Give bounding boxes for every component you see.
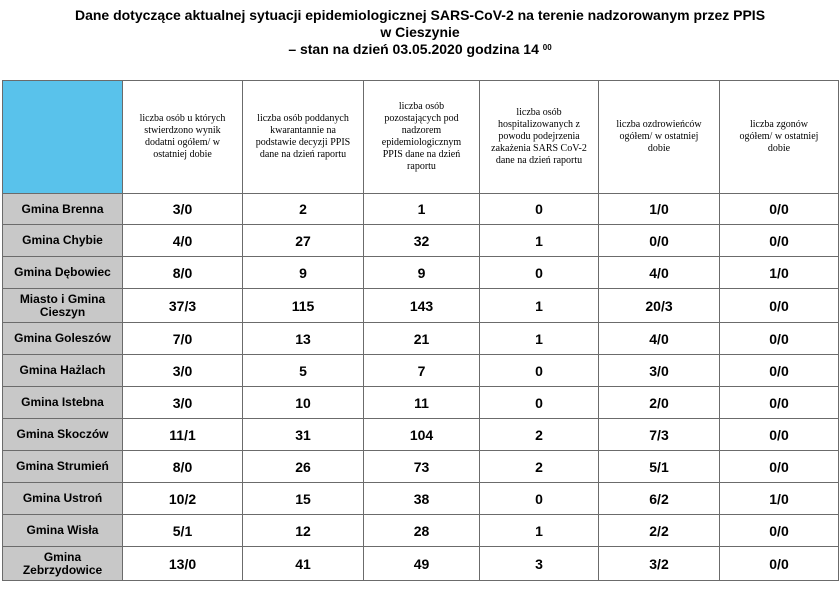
cell-hospitalized xyxy=(480,355,599,387)
cell-value: 27 xyxy=(295,232,311,249)
cell-recovered xyxy=(599,547,720,581)
cell-surveillance xyxy=(364,387,480,419)
cell-value: 2 xyxy=(299,201,307,217)
cell-surveillance xyxy=(364,225,480,257)
cell-surveillance xyxy=(364,355,480,387)
cell-confirmed xyxy=(123,289,243,323)
cell-quarantine xyxy=(243,515,364,547)
cell-surveillance xyxy=(364,515,480,547)
cell-value: 0 xyxy=(535,201,543,217)
cell-deaths xyxy=(720,451,839,483)
cell-quarantine xyxy=(243,547,364,581)
cell-value: 6/2 xyxy=(649,490,669,507)
municipality-name: Gmina Hażlach xyxy=(3,355,123,387)
cell-value: 12 xyxy=(295,522,311,539)
cell-value: 5/1 xyxy=(172,522,193,539)
cell-deaths xyxy=(720,515,839,547)
cell-quarantine xyxy=(243,194,364,225)
header-recovered: liczba ozdrowieńców ogółem/ w ostatniej dobie xyxy=(599,81,720,194)
table-row xyxy=(3,355,839,387)
table-row xyxy=(3,515,839,547)
cell-deaths xyxy=(720,355,839,387)
cell-confirmed xyxy=(123,387,243,419)
cell-value: 26 xyxy=(295,458,311,475)
cell-value: 13/0 xyxy=(168,555,197,572)
cell-value: 31 xyxy=(295,426,311,443)
cell-value: 1/0 xyxy=(769,490,789,507)
table-row xyxy=(3,194,839,225)
cell-value: 11/1 xyxy=(169,426,196,443)
cell-value: 0/0 xyxy=(769,522,789,539)
cell-value: 28 xyxy=(413,522,430,539)
table-row xyxy=(3,451,839,483)
cell-surveillance xyxy=(364,289,480,323)
cell-hospitalized xyxy=(480,387,599,419)
cell-deaths xyxy=(720,194,839,225)
epidemiological-table xyxy=(2,80,839,581)
cell-surveillance xyxy=(364,483,480,515)
table-row xyxy=(3,257,839,289)
cell-surveillance xyxy=(364,547,480,581)
title-line-1: Dane dotyczące aktualnej sytuacji epidemiologicznej SARS-CoV-2 na terenie nadzorowanym przez PPIS xyxy=(74,7,766,23)
header-quarantine: liczba osób poddanych kwarantannie na podstawie decyzji PPIS dane na dzień raportu xyxy=(243,81,364,194)
cell-value: 11 xyxy=(414,394,429,411)
cell-value: 1/0 xyxy=(769,264,789,281)
cell-recovered xyxy=(599,194,720,225)
cell-value: 0 xyxy=(535,394,543,411)
cell-hospitalized xyxy=(480,225,599,257)
cell-value: 2 xyxy=(535,426,543,443)
cell-value: 10 xyxy=(295,394,311,411)
cell-quarantine xyxy=(243,355,364,387)
cell-value: 32 xyxy=(413,232,430,249)
cell-confirmed xyxy=(123,483,243,515)
cell-value: 0/0 xyxy=(769,555,789,572)
report-title xyxy=(0,0,840,68)
cell-value: 5/1 xyxy=(649,458,669,475)
cell-value: 0 xyxy=(535,490,543,507)
title-line-2: w Cieszynie xyxy=(380,24,460,40)
municipality-name: Gmina Goleszów xyxy=(3,323,123,355)
municipality-name: Gmina Ustroń xyxy=(3,483,123,515)
cell-value: 2 xyxy=(535,458,543,475)
cell-hospitalized xyxy=(480,289,599,323)
cell-value: 3/2 xyxy=(649,555,669,572)
cell-value: 0/0 xyxy=(769,201,789,217)
cell-value: 20/3 xyxy=(645,297,673,314)
cell-value: 3/0 xyxy=(172,201,193,217)
cell-value: 8/0 xyxy=(172,458,193,475)
cell-deaths xyxy=(720,419,839,451)
cell-value: 0/0 xyxy=(769,426,789,443)
header-row xyxy=(3,81,839,194)
cell-recovered xyxy=(599,323,720,355)
cell-value: 1 xyxy=(535,232,543,249)
header-corner-cell xyxy=(3,81,123,194)
table-row xyxy=(3,323,839,355)
cell-value: 7/0 xyxy=(172,330,193,347)
municipality-name: Gmina Brenna xyxy=(3,194,123,225)
cell-confirmed xyxy=(123,257,243,289)
cell-confirmed xyxy=(123,194,243,225)
cell-value: 10/2 xyxy=(168,490,197,507)
cell-recovered xyxy=(599,515,720,547)
header-deaths: liczba zgonów ogółem/ w ostatniej dobie xyxy=(720,81,839,194)
table-row xyxy=(3,483,839,515)
cell-recovered xyxy=(599,419,720,451)
cell-value: 0/0 xyxy=(769,362,789,379)
table-row xyxy=(3,419,839,451)
cell-hospitalized xyxy=(480,419,599,451)
municipality-name: Gmina Strumień xyxy=(3,451,123,483)
title-line-3 xyxy=(0,41,840,58)
cell-value: 9 xyxy=(299,264,307,281)
cell-value: 21 xyxy=(413,330,430,347)
cell-recovered xyxy=(599,289,720,323)
municipality-name: Gmina Skoczów xyxy=(3,419,123,451)
cell-value: 104 xyxy=(409,426,434,443)
table-row xyxy=(3,289,839,323)
municipality-name: Gmina Wisła xyxy=(3,515,123,547)
cell-value: 15 xyxy=(295,490,311,507)
cell-value: 7 xyxy=(417,362,426,379)
municipality-name: Gmina Istebna xyxy=(3,387,123,419)
cell-value: 4/0 xyxy=(172,232,193,249)
cell-quarantine xyxy=(243,387,364,419)
cell-deaths xyxy=(720,257,839,289)
cell-value: 0/0 xyxy=(769,330,789,347)
cell-value: 1/0 xyxy=(649,201,669,217)
cell-hospitalized xyxy=(480,451,599,483)
cell-quarantine xyxy=(243,419,364,451)
cell-value: 3 xyxy=(535,555,543,572)
cell-value: 3/0 xyxy=(649,362,669,379)
cell-value: 1 xyxy=(535,297,543,314)
cell-value: 3/0 xyxy=(172,394,193,411)
header-hospitalized: liczba osób hospitalizowanych z powodu podejrzenia zakażenia SARS CoV-2 dane na dzień raportu xyxy=(480,81,599,194)
table-row xyxy=(3,225,839,257)
municipality-name: Miasto i Gmina Cieszyn xyxy=(3,289,123,323)
municipality-name: Gmina Zebrzydowice xyxy=(3,547,123,581)
cell-recovered xyxy=(599,483,720,515)
cell-recovered xyxy=(599,257,720,289)
cell-confirmed xyxy=(123,451,243,483)
cell-value: 3/0 xyxy=(172,362,193,379)
cell-value: 1 xyxy=(417,201,426,217)
cell-value: 2/0 xyxy=(649,394,669,411)
municipality-name: Gmina Chybie xyxy=(3,225,123,257)
cell-confirmed xyxy=(123,225,243,257)
header-surveillance: liczba osób pozostających pod nadzorem epidemiologicznym PPIS dane na dzień raportu xyxy=(364,81,480,194)
cell-confirmed xyxy=(123,515,243,547)
table-row xyxy=(3,387,839,419)
title-date: – stan na dzień 03.05.2020 godzina 14 xyxy=(288,41,539,57)
cell-value: 0 xyxy=(535,264,543,281)
cell-surveillance xyxy=(364,451,480,483)
title-time-superscript: 00 xyxy=(542,43,552,52)
cell-value: 0/0 xyxy=(769,458,789,475)
table-row xyxy=(3,547,839,581)
cell-value: 37/3 xyxy=(168,297,197,314)
cell-value: 0/0 xyxy=(769,394,789,411)
cell-value: 38 xyxy=(413,490,430,507)
cell-hospitalized xyxy=(480,515,599,547)
cell-recovered xyxy=(599,355,720,387)
cell-value: 41 xyxy=(295,555,311,572)
cell-value: 115 xyxy=(291,297,315,314)
cell-recovered xyxy=(599,451,720,483)
cell-value: 8/0 xyxy=(172,264,193,281)
cell-surveillance xyxy=(364,257,480,289)
cell-value: 1 xyxy=(535,330,543,347)
cell-value: 49 xyxy=(413,555,430,572)
cell-deaths xyxy=(720,225,839,257)
cell-value: 4/0 xyxy=(649,264,669,281)
cell-surveillance xyxy=(364,194,480,225)
cell-deaths xyxy=(720,387,839,419)
cell-hospitalized xyxy=(480,323,599,355)
cell-deaths xyxy=(720,547,839,581)
cell-quarantine xyxy=(243,323,364,355)
cell-value: 143 xyxy=(409,297,434,314)
municipality-name: Gmina Dębowiec xyxy=(3,257,123,289)
cell-hospitalized xyxy=(480,257,599,289)
cell-surveillance xyxy=(364,419,480,451)
cell-value: 4/0 xyxy=(649,330,669,347)
cell-hospitalized xyxy=(480,483,599,515)
cell-recovered xyxy=(599,225,720,257)
cell-confirmed xyxy=(123,355,243,387)
cell-value: 0/0 xyxy=(649,232,669,249)
cell-value: 5 xyxy=(299,362,307,379)
cell-confirmed xyxy=(123,547,243,581)
cell-recovered xyxy=(599,387,720,419)
cell-confirmed xyxy=(123,419,243,451)
cell-value: 0/0 xyxy=(769,232,789,249)
cell-value: 0/0 xyxy=(769,297,789,314)
cell-hospitalized xyxy=(480,547,599,581)
cell-value: 7/3 xyxy=(649,426,669,443)
cell-value: 9 xyxy=(417,264,426,281)
cell-quarantine xyxy=(243,257,364,289)
cell-deaths xyxy=(720,483,839,515)
cell-confirmed xyxy=(123,323,243,355)
cell-value: 13 xyxy=(295,330,311,347)
cell-deaths xyxy=(720,323,839,355)
cell-value: 1 xyxy=(535,522,543,539)
cell-value: 73 xyxy=(413,458,430,475)
cell-value: 0 xyxy=(535,362,543,379)
cell-quarantine xyxy=(243,483,364,515)
cell-quarantine xyxy=(243,289,364,323)
cell-surveillance xyxy=(364,323,480,355)
cell-quarantine xyxy=(243,451,364,483)
cell-value: 2/2 xyxy=(649,522,669,539)
header-confirmed: liczba osób u których stwierdzono wynik dodatni ogółem/ w ostatniej dobie xyxy=(123,81,243,194)
cell-deaths xyxy=(720,289,839,323)
cell-hospitalized xyxy=(480,194,599,225)
cell-quarantine xyxy=(243,225,364,257)
